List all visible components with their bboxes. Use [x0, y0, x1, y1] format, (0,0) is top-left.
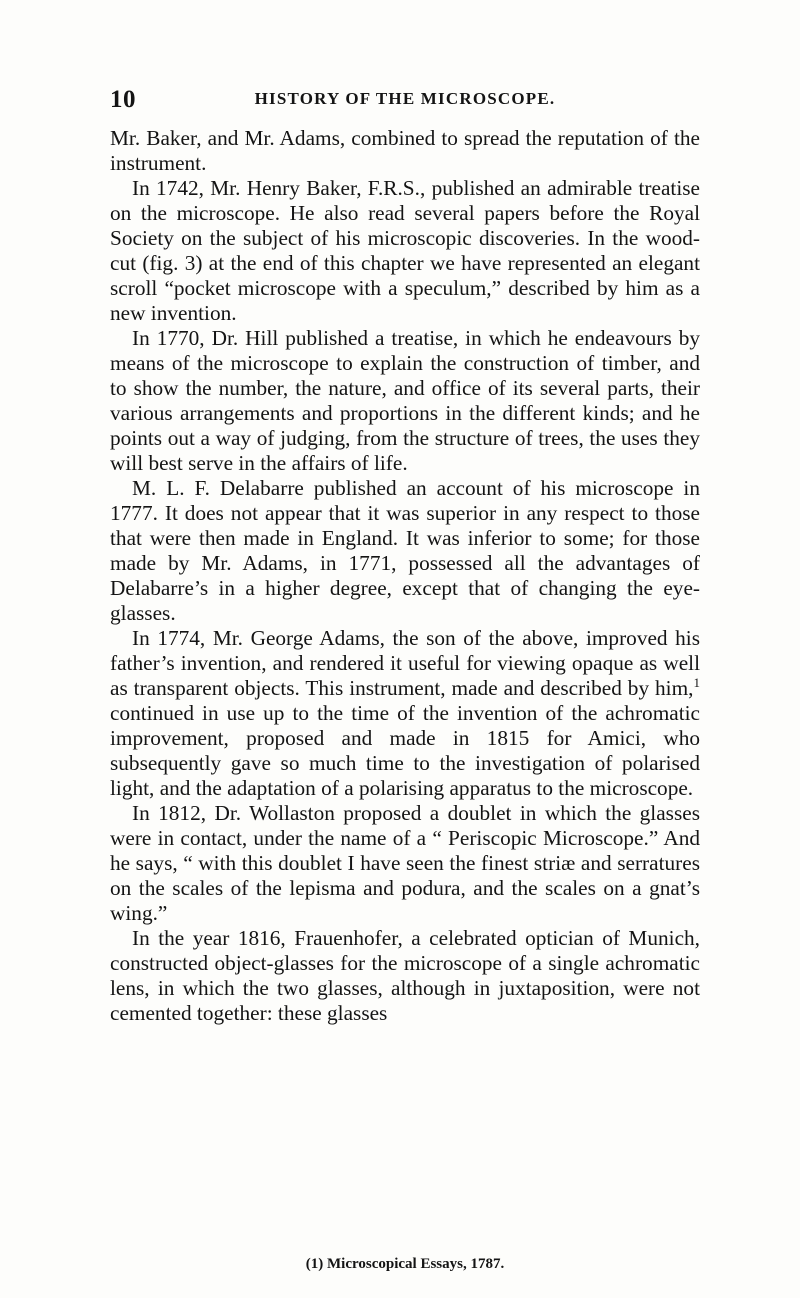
page-header — [110, 86, 700, 118]
running-title: HISTORY OF THE MICROSCOPE. — [254, 89, 556, 108]
footnote: (1) Microscopical Essays, 1787. — [305, 1256, 505, 1272]
paragraph-frauenhofer: In the year 1816, Frauenhofer, a celebrated optician of Munich, constructed object-glasses for the microscope of a single achromatic lens, in which the two glasses, although in juxtaposition, were not cemented together: these glasses — [110, 926, 700, 1025]
paragraph-wollaston: In 1812, Dr. Wollaston proposed a doublet in which the glasses were in contact, under the name of a “ Periscopic Microscope.” And he says, “ with this doublet I have seen the finest striæ and serratures on the scales of the lepisma and podura, and the scales on a gnat’s wing.” — [110, 801, 700, 925]
paragraph-continuation: Mr. Baker, and Mr. Adams, combined to spread the reputation of the instrument. — [110, 126, 700, 175]
paragraph-hill: In 1770, Dr. Hill published a treatise, in which he endeavours by means of the microscope to explain the construction of timber, and to show the number, the nature, and office of its several parts, their various arrangements and proportions in the different kinds; and he points out a way of judging, from the structure of trees, the uses they will best serve in the affairs of life. — [110, 326, 700, 475]
footnote-reference: 1 — [693, 674, 700, 690]
body-text — [110, 126, 700, 1026]
paragraph-george-adams-text-cont: continued in use up to the time of the invention of the achromatic improvement, proposed and made in 1815 for Amici, who subsequently gave so much time to the investigation of polarised light, and the adaptation of a polarising apparatus to the microscope. — [110, 701, 700, 800]
page-number: 10 — [110, 86, 136, 113]
paragraph-george-adams — [110, 626, 700, 801]
paragraph-george-adams-text: In 1774, Mr. George Adams, the son of the above, improved his father’s invention, and rendered it useful for viewing opaque as well as transparent objects. This instrument, made and described by him, — [110, 626, 700, 700]
paragraph-baker: In 1742, Mr. Henry Baker, F.R.S., published an admirable treatise on the microscope. He also read several papers before the Royal Society on the subject of his microscopic discoveries. In the wood-cut (fig. 3) at the end of this chapter we have represented an elegant scroll “pocket microscope with a speculum,” described by him as a new invention. — [110, 176, 700, 325]
paragraph-delabarre: M. L. F. Delabarre published an account of his microscope in 1777. It does not appear that it was superior in any respect to those that were then made in England. It was inferior to some; for those made by Mr. Adams, in 1771, possessed all the advantages of Delabarre’s in a higher degree, except that of changing the eye-glasses. — [110, 476, 700, 625]
